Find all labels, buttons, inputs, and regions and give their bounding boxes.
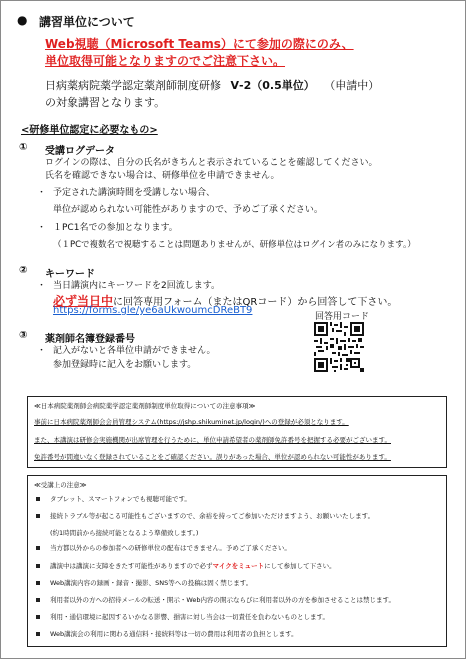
list-square-icon bbox=[36, 564, 40, 568]
intro-line-2: の対象講習となります。 bbox=[45, 96, 166, 109]
section3-bullet-mark: ・ bbox=[37, 346, 47, 356]
mute-mic-emphasis: マイクをミュート bbox=[212, 562, 265, 570]
warning-line-1: Web視聴（Microsoft Teams）にて参加の際にのみ、 bbox=[45, 37, 354, 51]
mute-mic-rest: にして参加して下さい。 bbox=[264, 562, 336, 570]
qr-code-label: 回答用コード bbox=[315, 312, 370, 322]
list-square-icon bbox=[36, 632, 40, 636]
unit-notice-box bbox=[27, 396, 447, 468]
intro-prefix: 日病薬病院薬学認定薬剤師制度研修 bbox=[45, 79, 221, 92]
section1-bullet-2-line-1: １PC1名での参加となります。 bbox=[53, 223, 178, 233]
list-square-icon bbox=[36, 581, 40, 585]
attendance-note-mute bbox=[50, 561, 336, 570]
intro-course: Ⅴ-2（0.5単位） bbox=[230, 79, 315, 92]
section1-title: 受講ログデータ bbox=[45, 146, 115, 157]
section1-bullet-1-mark: ・ bbox=[37, 188, 47, 198]
section1-bullet-2-line-2: （１PCで複数名で視聴することは問題ありませんが、研修単位はログイン者のみになります。） bbox=[53, 240, 416, 250]
requirements-title: <研修単位認定に必要なもの> bbox=[21, 125, 158, 136]
attendance-note-item: Web講演内容の録画・録音・撮影、SNS等への投稿は固く禁じます。 bbox=[50, 579, 253, 587]
section1-bullet-2-mark: ・ bbox=[37, 223, 47, 233]
list-square-icon bbox=[36, 497, 40, 501]
section2-line-1: 当日講演内にキーワードを2回流します。 bbox=[53, 281, 221, 291]
section3-line-2: 参加登録時に記入をお願いします。 bbox=[53, 360, 197, 370]
attendance-note-item: タブレット、スマートフォンでも視聴可能です。 bbox=[50, 495, 191, 503]
heading-bullet: ● bbox=[17, 13, 28, 27]
attendance-note-item: 利用者以外の方への招待メールの転送・開示・Web内容の開示ならびに利用者以外の方を参加させることは禁じます。 bbox=[50, 596, 396, 604]
unit-notice-line-1: 事前に日本病院薬剤師会会員管理システム(https://jshp.shikuminet.jp/login/)への登録が必須となります。 bbox=[34, 418, 349, 426]
intro-suffix: （申請中） bbox=[324, 79, 380, 92]
attendance-notes-title: ≪受講上の注意≫ bbox=[34, 481, 87, 489]
answer-form-link[interactable]: https://forms.gle/ye6aUkwoumcDReBT9 bbox=[53, 305, 253, 316]
attendance-note-item: 接続トラブル等が起こる可能性もございますので、余裕を持ってご参加いただけますよう、お願いいたします。 bbox=[50, 512, 375, 520]
list-square-icon bbox=[36, 598, 40, 602]
section3-line-1: 記入がないと各単位申請ができません。 bbox=[53, 346, 216, 356]
attendance-notes-box bbox=[27, 475, 447, 647]
unit-notice-title: ≪日本病院薬剤師会病院薬学認定薬剤師制度単位取得についての注意事項≫ bbox=[34, 402, 256, 410]
attendance-note-item: 当方都以外からの参加者への研修単位の配布はできません。予めご了承ください。 bbox=[50, 544, 291, 552]
section3-number: ③ bbox=[19, 330, 28, 341]
attendance-note-item: 利用・通信環境に起因するいかなる影響、損害に対し当会は一切責任を負わないものとします。 bbox=[50, 613, 329, 621]
heading-title: 講習単位について bbox=[39, 15, 135, 29]
section1-line-1: ログインの際は、自分の氏名がきちんと表示されていることを確認してください。 bbox=[45, 158, 378, 168]
attendance-note-item: 講演中は講演に支障をきたす可能性がありますので必ず bbox=[50, 562, 213, 570]
list-square-icon bbox=[36, 615, 40, 619]
section1-number: ① bbox=[19, 142, 28, 153]
section3-title: 薬剤師名簿登録番号 bbox=[45, 334, 135, 345]
list-square-icon bbox=[36, 514, 40, 518]
intro-line-1 bbox=[45, 77, 379, 93]
section2-bullet-mark: ・ bbox=[37, 281, 47, 291]
section1-bullet-1-line-2: 単位が認められない可能性がありますので、予めご了承ください。 bbox=[53, 205, 323, 215]
answer-qr-code[interactable] bbox=[314, 322, 364, 372]
list-square-icon bbox=[36, 546, 40, 550]
section2-title: キーワード bbox=[45, 269, 95, 280]
unit-notice-line-2: また、本講演は研修会実施機関が出席管理を行うために、単位申請希望者の薬剤師免許番号を把握する必要がございます。 bbox=[34, 436, 391, 444]
warning-line-2: 単位取得可能となりますのでご注意下さい。 bbox=[45, 54, 286, 68]
section2-same-day: 必ず当日中 bbox=[53, 294, 114, 308]
section1-line-2: 氏名を確認できない場合は、研修単位を申請できません。 bbox=[45, 171, 280, 181]
section2-number: ② bbox=[19, 265, 28, 276]
attendance-note-item: (約1時間前から接続可能となるよう準備致します。) bbox=[50, 529, 199, 537]
unit-notice-line-3: 免許番号が間違いなく登録されていることをご確認ください。誤りがあった場合、単位が認められない可能性があります。 bbox=[34, 453, 391, 461]
attendance-note-item: Web講演会の利用に関わる通信料・接続料等は一切の費用は利用者の負担とします。 bbox=[50, 630, 298, 638]
section2-line-2-rest: に回答専用フォーム（またはQRコード）から回答して下さい。 bbox=[113, 297, 398, 308]
section1-bullet-1-line-1: 予定された講演時間を受講しない場合、 bbox=[53, 188, 216, 198]
